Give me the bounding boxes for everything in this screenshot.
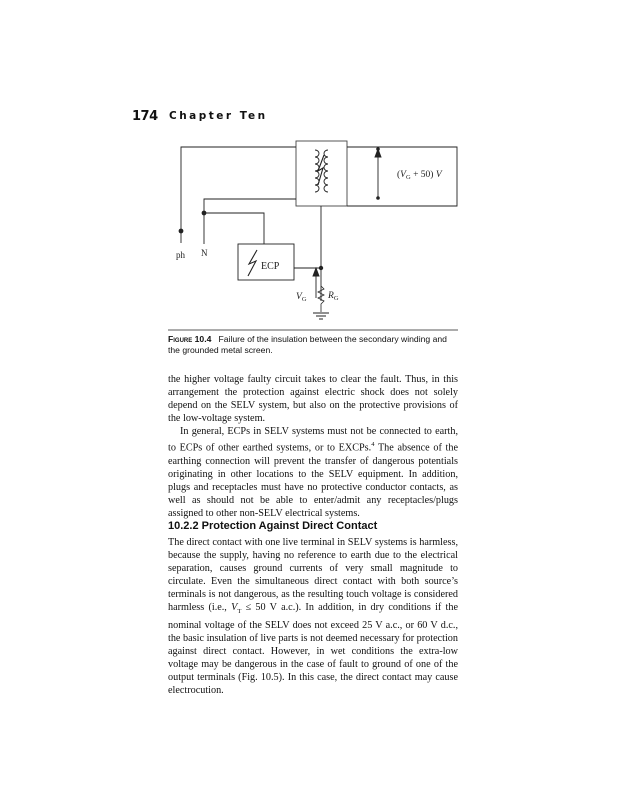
secondary-winding — [324, 150, 328, 192]
label-ecp: ECP — [261, 261, 280, 272]
label-n: N — [201, 248, 208, 258]
ground-symbol — [313, 313, 329, 319]
page-number: 174 — [132, 109, 158, 124]
figure-caption — [168, 334, 458, 356]
caption-text: Failure of the insulation between the secondary winding and the grounded metal screen. — [168, 334, 447, 355]
primary-lead-ph — [181, 147, 296, 231]
label-rg: $R_G$ — [328, 291, 339, 302]
paragraph: The direct contact with one live terminal in SELV systems is harmless, because the supply, having no reference to earth due to the electrical separation, causes ground currents of very small magnitude to circulate. Even the simultaneous direct contact with both source’s terminals is not dangerous, as the resulting touch voltage is considered harmless (i.e., $V_T \le 50$ V a.c.). In addition, in dry conditions if the nominal voltage of the SELV does not exceed 25 V a.c., or 60 V d.c., the basic insulation of live parts is not deemed necessary for protection against direct contact. However, in wet conditions the extra-low voltage may be dangerous in the case of fault to ground of one of the output terminals (Fig. 10.5). In this case, the direct contact may cause electrocution. — [168, 537, 458, 697]
label-secondary-voltage: $(V_G + 50)$ V — [397, 170, 442, 181]
primary-lead-n — [204, 199, 296, 213]
label-vg: $V_G$ — [296, 292, 307, 303]
label-ph: ph — [176, 250, 185, 260]
ecp-connection — [204, 213, 264, 244]
ecp-fault-bolt — [248, 250, 257, 276]
paragraph: In general, ECPs in SELV systems must not be connected to earth, to ECPs of other earthed systems, or to EXCPs.$^4$ The absence of the earthing connection will prevent the transfer of dangerous potentials originating in other locations to the SELV equipment. In addition, plugs and receptacles must have no protective conductor contacts, as well as should not be able to enter/admit any receptacles/plugs assigned to other non-SELV electrical systems. — [168, 426, 459, 520]
caption-label: Figure 10.4 — [168, 334, 212, 344]
chapter-title: Chapter Ten — [169, 110, 268, 122]
section-body — [168, 536, 458, 697]
body-text — [168, 373, 458, 520]
paragraph: the higher voltage faulty circuit takes to clear the fault. Thus, in this arrangement the protection against electric shock does not solely depend on the SELV system, but also on the protective provisions of the low-voltage system. — [168, 374, 458, 425]
circuit-diagram — [0, 0, 617, 335]
section-heading: 10.2.2 Protection Against Direct Contact — [168, 520, 378, 532]
